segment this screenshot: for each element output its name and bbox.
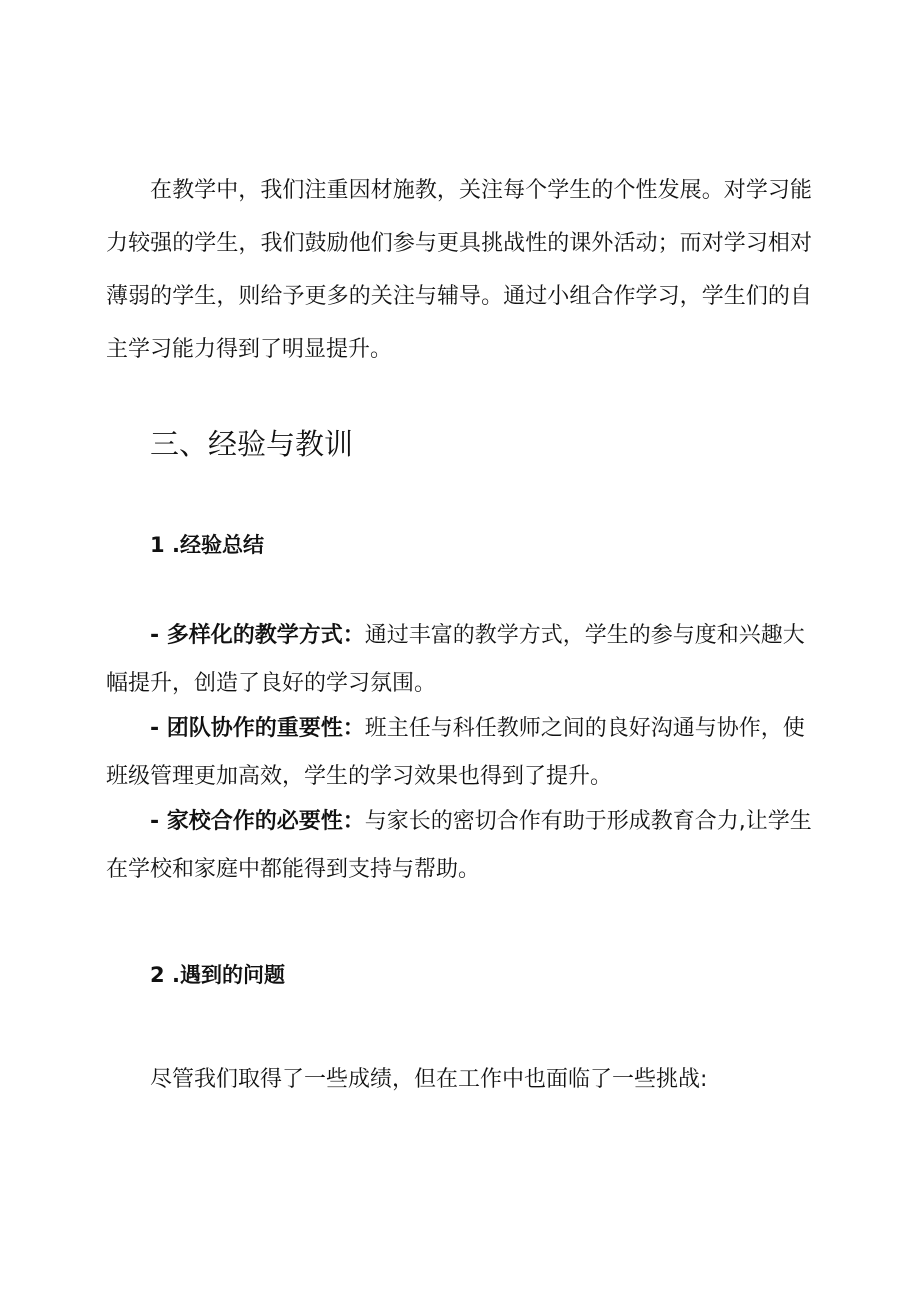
bullet-lead: - 多样化的教学方式： <box>150 623 365 648</box>
bullet-item <box>106 705 812 801</box>
bullet-text: 通过丰富的教学方式，学生的参与度和兴趣大幅提升，创造了良好的学习氛围。 <box>106 623 805 696</box>
bullet-item <box>106 612 812 708</box>
subsection-heading-2 <box>150 960 285 990</box>
bullet-lead: - 团队协作的重要性： <box>150 716 365 741</box>
subsection-heading-1 <box>150 530 264 560</box>
bullet-text: 与家长的密切合作有助于形成教育合力,让学生在学校和家庭中都能得到支持与帮助。 <box>106 809 812 882</box>
section-heading: 三、经验与教训 <box>150 427 354 461</box>
bullet-lead: - 家校合作的必要性： <box>150 809 365 834</box>
subsection-title: .遇到的问题 <box>172 963 285 987</box>
subsection-number: 2 <box>150 963 165 987</box>
subsection-number: 1 <box>150 533 165 557</box>
bullet-item <box>106 798 812 894</box>
subsection-title: .经验总结 <box>172 533 264 557</box>
intro-paragraph: 在教学中，我们注重因材施教，关注每个学生的个性发展。对学习能力较强的学生，我们鼓励他们参与更具挑战性的课外活动；而对学习相对薄弱的学生，则给予更多的关注与辅导。通过小组合作学习，学生们的自主学习能力得到了明显提升。 <box>106 178 812 362</box>
bullet-text: 班主任与科任教师之间的良好沟通与协作，使班级管理更加高效，学生的学习效果也得到了提升。 <box>106 716 805 789</box>
closing-paragraph: 尽管我们取得了一些成绩，但在工作中也面临了一些挑战: <box>150 1067 708 1092</box>
